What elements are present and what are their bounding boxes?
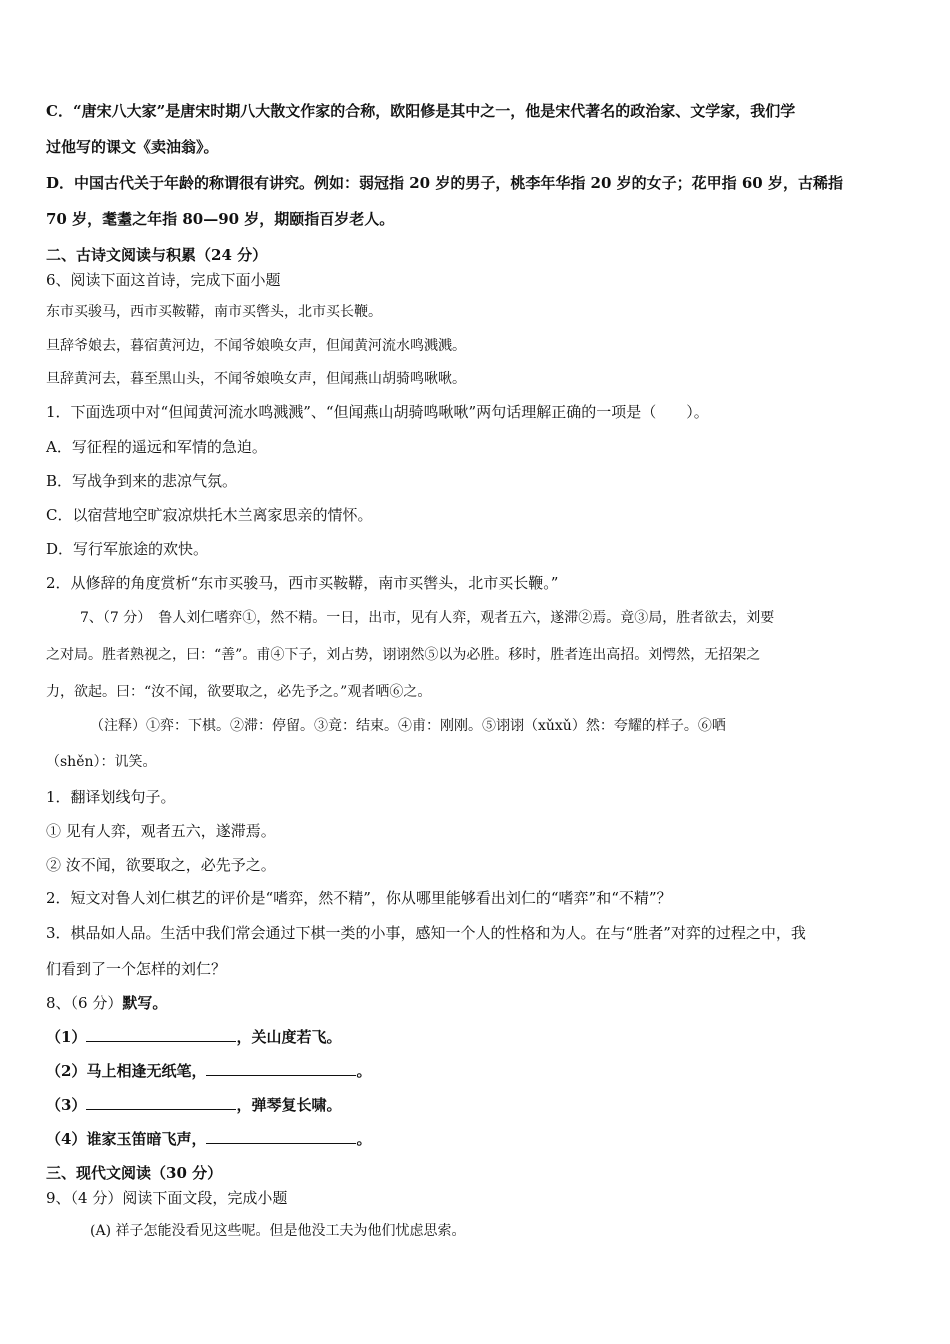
q8-heading [46, 993, 167, 1013]
q7-sub2: 2．短文对鲁人刘仁棋艺的评价是“嗜弈，然不精”，你从哪里能够看出刘仁的“嗜弈”和“不精”？ [46, 889, 672, 907]
q8-item-text: 。 [356, 1062, 372, 1080]
q8-item-4 [46, 1129, 371, 1149]
q6-sub1: 1．下面选项中对“但闻黄河流水鸣溅溅”、“但闻燕山胡骑鸣啾啾”两句话理解正确的一项是（ ）。 [46, 403, 709, 421]
q6-sub2: 2．从修辞的角度赏析“东市买骏马，西市买鞍鞯，南市买辔头，北市买长鞭。” [46, 574, 559, 592]
q8-item-number: （1） [46, 1028, 87, 1046]
answer-blank[interactable] [206, 1129, 356, 1144]
option-c-line1: C．“唐宋八大家”是唐宋时期八大散文作家的合称，欧阳修是其中之一，他是宋代著名的政治家、文学家，我们学 [46, 102, 796, 120]
q6-option-a: A．写征程的遥远和军情的急迫。 [46, 438, 267, 456]
q9-intro: 9、（4 分）阅读下面文段，完成小题 [46, 1189, 288, 1207]
q7-sub3-line1: 3．棋品如人品。生活中我们常会通过下棋一类的小事，感知一个人的性格和为人。在与“胜者”对弈的过程之中，我 [46, 924, 806, 942]
answer-blank[interactable] [206, 1061, 356, 1076]
q8-item-2 [46, 1061, 371, 1081]
q8-item-3 [46, 1095, 341, 1115]
section2-heading: 二、古诗文阅读与积累（24 分） [46, 246, 268, 264]
q8-title: 默写。 [122, 994, 168, 1012]
q8-item-text: ，弹琴复长啸。 [236, 1096, 342, 1114]
q8-item-text: 谁家玉笛暗飞声， [86, 1130, 207, 1148]
answer-blank[interactable] [86, 1095, 236, 1110]
q7-sub3-line2: 们看到了一个怎样的刘仁？ [46, 960, 227, 978]
q7-notes-line2: （shěn）：讥笑。 [46, 754, 157, 770]
poem-line-3: 旦辞黄河去，暮至黑山头，不闻爷娘唤女声，但闻燕山胡骑鸣啾啾。 [46, 371, 466, 387]
poem-line-2: 旦辞爷娘去，暮宿黄河边，不闻爷娘唤女声，但闻黄河流水鸣溅溅。 [46, 338, 466, 354]
q8-item-number: （3） [46, 1096, 87, 1114]
q8-item-text: ，关山度若飞。 [236, 1028, 342, 1046]
option-d-line1: D．中国古代关于年龄的称谓很有讲究。例如：弱冠指 20 岁的男子，桃李年华指 20 岁的女子；花甲指 60 岁，古稀指 [46, 174, 843, 192]
q6-option-d: D．写行军旅途的欢快。 [46, 540, 209, 558]
q7-notes-line1: （注释）①弈：下棋。②滞：停留。③竟：结束。④甫：刚刚。⑤诩诩（xǔxǔ）然：夸耀的样子。⑥哂 [90, 718, 726, 734]
answer-blank[interactable] [86, 1027, 236, 1042]
q6-option-b: B．写战争到来的悲凉气氛。 [46, 472, 238, 490]
q8-item-number: （4） [46, 1130, 87, 1148]
section3-heading: 三、现代文阅读（30 分） [46, 1164, 223, 1182]
q6-option-c: C．以宿营地空旷寂凉烘托木兰离家思亲的情怀。 [46, 506, 373, 524]
q8-item-text: 马上相逢无纸笔， [86, 1062, 207, 1080]
option-c-line2: 过他写的课文《卖油翁》。 [46, 138, 219, 156]
q8-prefix: 8、（6 分） [46, 994, 123, 1012]
option-d-line2: 70 岁，耄耋之年指 80—90 岁，期颐指百岁老人。 [46, 210, 395, 228]
q9-paragraph-a: (A) 祥子怎能没看见这些呢。但是他没工夫为他们忧虑思索。 [90, 1223, 466, 1239]
q7-translate-1: ① 见有人弈，观者五六，遂滞焉。 [46, 822, 276, 840]
q6-intro: 6、阅读下面这首诗，完成下面小题 [46, 271, 281, 289]
q8-item-number: （2） [46, 1062, 87, 1080]
q7-passage-line2: 之对局。胜者熟视之，曰：“善”。甫④下子，刘占势，诩诩然⑤以为必胜。移时，胜者连出高招。刘愕然，无招架之 [46, 647, 761, 663]
q7-translate-2: ② 汝不闻，欲要取之，必先予之。 [46, 856, 276, 874]
q7-passage-line1: 7、（7 分） 鲁人刘仁嗜弈①，然不精。一日，出市，见有人弈，观者五六，遂滞②焉。竟③局，胜者欲去，刘要 [80, 610, 775, 626]
poem-line-1: 东市买骏马，西市买鞍鞯，南市买辔头，北市买长鞭。 [46, 304, 382, 320]
q7-passage-line3: 力，欲起。曰：“汝不闻，欲要取之，必先予之。”观者哂⑥之。 [46, 684, 432, 700]
q7-sub1: 1．翻译划线句子。 [46, 788, 176, 806]
q8-item-text: 。 [356, 1130, 372, 1148]
q8-item-1 [46, 1027, 341, 1047]
